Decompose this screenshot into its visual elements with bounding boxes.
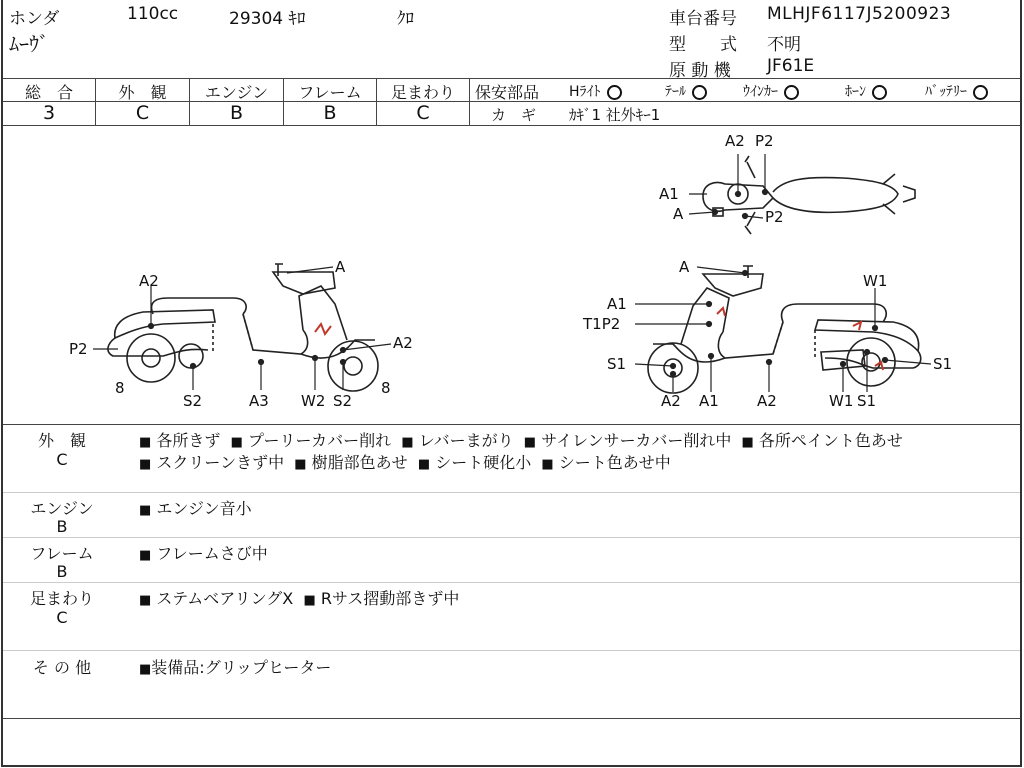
frame-notes xyxy=(139,541,268,564)
note-item: シート色あせ中 xyxy=(558,453,671,472)
ok-circle-icon xyxy=(692,85,707,100)
label-right-s1-lower: S1 xyxy=(857,392,877,410)
grade-engine-label: エンジン xyxy=(204,83,269,102)
frame-number: MLHJF6117J5200923 xyxy=(767,4,952,24)
divider xyxy=(3,537,1020,538)
bullet-icon: ■ xyxy=(294,457,307,472)
label-top-a2: A2 xyxy=(725,132,745,150)
label-left-p2: P2 xyxy=(69,340,88,358)
ok-circle-icon xyxy=(607,85,622,100)
suspension-grade: C xyxy=(56,608,68,627)
grade-overall: 3 xyxy=(42,102,56,124)
grade-suspension-label: 足まわり xyxy=(390,83,455,102)
suspension-label: 足まわり xyxy=(29,589,94,608)
exterior-label: 外 観 xyxy=(37,431,86,450)
displacement: 110cc xyxy=(127,4,179,24)
grade-exterior-label: 外 観 xyxy=(118,83,167,102)
model-type: 不明 xyxy=(767,35,801,55)
exterior-notes-line2 xyxy=(139,450,671,473)
label-top-a1: A1 xyxy=(659,185,679,203)
exterior-grade: C xyxy=(56,450,68,469)
label-left-8-front: 8 xyxy=(381,379,391,397)
frame-label: フレーム xyxy=(30,544,94,563)
bullet-icon: ■ xyxy=(401,435,414,450)
grade-engine: B xyxy=(229,102,244,124)
note-item: スクリーンきず中 xyxy=(156,453,285,472)
engine-notes xyxy=(139,496,252,519)
label-left-8-rear: 8 xyxy=(115,379,125,397)
ok-circle-icon xyxy=(872,85,887,100)
exterior-notes-line1 xyxy=(139,428,903,451)
label-top-a: A xyxy=(673,205,684,223)
other-notes xyxy=(139,655,331,678)
frame-grade: B xyxy=(56,562,68,581)
note-item: 各所ペイント色あせ xyxy=(758,431,903,450)
divider xyxy=(3,78,1020,79)
grade-overall-label: 総 合 xyxy=(24,83,73,102)
safety-horn xyxy=(845,81,887,101)
label-right-t1p2: T1P2 xyxy=(583,315,621,333)
bullet-icon: ■ xyxy=(139,593,152,608)
grade-suspension: C xyxy=(416,102,430,124)
safety-winker xyxy=(743,81,799,101)
bullet-icon: ■ xyxy=(230,435,243,450)
suspension-notes xyxy=(139,586,459,609)
model-name: ﾑｰｳﾞ xyxy=(9,32,49,56)
label-right-a2-front: A2 xyxy=(661,392,681,410)
label-left-a2-front: A2 xyxy=(393,334,413,352)
note-item: プーリーカバー削れ xyxy=(247,431,392,450)
frame-number-label: 車台番号 xyxy=(669,9,737,29)
divider xyxy=(3,492,1020,493)
horn-label: ﾎｰﾝ xyxy=(845,84,866,100)
bullet-icon: ■ xyxy=(139,435,152,450)
safety-parts-label: 保安部品 xyxy=(475,83,540,102)
note-item: 樹脂部色あせ xyxy=(311,453,408,472)
divider xyxy=(470,101,1020,102)
label-left-s2: S2 xyxy=(183,392,203,410)
engine-type-label: 原 動 機 xyxy=(669,61,731,81)
note-item: エンジン音小 xyxy=(156,499,252,518)
bullet-icon: ■ xyxy=(741,435,754,450)
label-right-a1-lower: A1 xyxy=(699,392,719,410)
label-right-a2-mid: A2 xyxy=(757,392,777,410)
label-right-w1: W1 xyxy=(863,272,888,290)
note-item: シート硬化小 xyxy=(435,453,532,472)
label-right-w1-lower: W1 xyxy=(829,392,854,410)
mileage: 29304 ｷﾛ xyxy=(229,9,306,29)
label-right-a: A xyxy=(679,258,690,276)
bullet-icon: ■ xyxy=(541,457,554,472)
grade-exterior: C xyxy=(135,102,150,124)
label-left-s2-front: S2 xyxy=(333,392,353,410)
label-left-a: A xyxy=(335,258,346,276)
safety-battery xyxy=(925,81,988,101)
note-item: ステムベアリングX xyxy=(156,589,294,608)
bullet-icon: ■ xyxy=(523,435,537,450)
damage-diagram xyxy=(3,126,1022,424)
note-item: サイレンサーカバー削れ中 xyxy=(541,431,732,450)
key-label: カ ギ xyxy=(491,106,537,124)
bullet-icon: ■ xyxy=(303,593,316,608)
label-right-s1-rear: S1 xyxy=(933,355,953,373)
scooter-top-view-icon xyxy=(703,156,915,234)
bullet-icon: ■ xyxy=(139,548,152,563)
note-item: 各所きず xyxy=(156,431,221,450)
grade-frame: B xyxy=(323,102,337,124)
note-item: レバーまがり xyxy=(418,431,514,450)
divider xyxy=(3,424,1020,425)
label-right-a1: A1 xyxy=(607,295,627,313)
divider xyxy=(3,718,1020,719)
model-type-label: 型 式 xyxy=(669,35,737,55)
ok-circle-icon xyxy=(784,85,799,100)
winker-label: ｳｲﾝｶｰ xyxy=(743,84,778,100)
color: ｸﾛ xyxy=(397,9,414,29)
headlight-label: Hﾗｲﾄ xyxy=(569,84,601,100)
label-left-a3: A3 xyxy=(249,392,269,410)
note-item: 装備品:グリップヒーター xyxy=(151,658,332,677)
note-item: フレームさび中 xyxy=(156,544,268,563)
safety-taillight xyxy=(665,81,707,101)
inspection-sheet xyxy=(1,0,1022,767)
grade-frame-label: フレーム xyxy=(298,83,362,102)
bullet-icon: ■ xyxy=(417,457,431,472)
divider xyxy=(3,650,1020,651)
bullet-icon: ■ xyxy=(139,503,152,518)
maker: ホンダ xyxy=(9,9,60,29)
engine-label: エンジン xyxy=(30,499,94,518)
label-top-p2-lower: P2 xyxy=(765,208,784,226)
battery-label: ﾊﾞｯﾃﾘｰ xyxy=(925,84,967,100)
label-top-p2: P2 xyxy=(755,132,774,150)
divider xyxy=(3,582,1020,583)
bullet-icon: ■ xyxy=(139,457,152,472)
bullet-icon: ■ xyxy=(139,662,152,677)
label-right-s1-front: S1 xyxy=(607,355,627,373)
engine-type: JF61E xyxy=(767,56,815,76)
label-left-a2: A2 xyxy=(139,272,159,290)
safety-headlight xyxy=(569,81,622,101)
label-left-w2: W2 xyxy=(301,392,326,410)
key-value: ｶｷﾞ1 社外ｷｰ1 xyxy=(569,106,661,124)
other-label: そ の 他 xyxy=(32,658,92,677)
taillight-label: ﾃｰﾙ xyxy=(665,84,686,100)
note-item: Rサス摺動部きず中 xyxy=(320,589,460,608)
divider xyxy=(469,78,470,125)
engine-grade: B xyxy=(56,517,68,536)
ok-circle-icon xyxy=(973,85,988,100)
